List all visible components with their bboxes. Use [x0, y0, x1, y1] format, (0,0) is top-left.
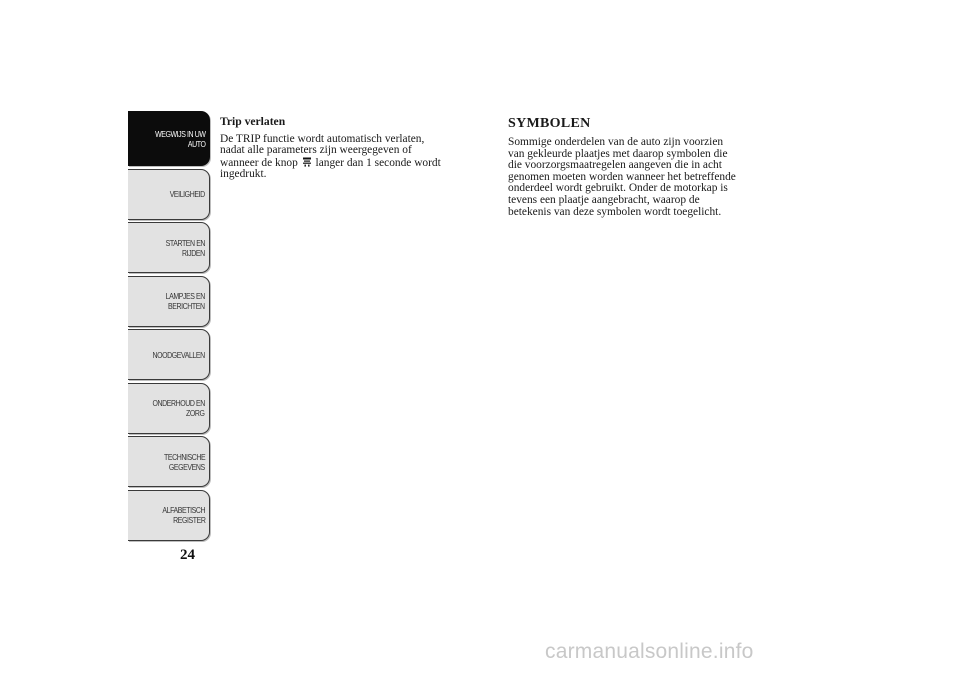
- tab-noodgevallen[interactable]: [128, 329, 210, 380]
- body-paragraph: [220, 134, 470, 181]
- body-paragraph: Sommige onderdelen van de auto zijn voorzien van gekleurde plaatjes met daarop symbolen die die voorzorgsmaatregelen aangeven die in acht genomen moeten worden wanneer het betreffende onderdeel wordt gebruikt. Onder de motorkap is tevens een plaatje aangebracht, waarop de betekenis van deze symbolen wordt toegelicht.: [508, 136, 736, 218]
- tab-label-line1: LAMPJES EN: [165, 291, 205, 301]
- watermark: carmanualsonline.info: [545, 640, 754, 663]
- tab-technische-gegevens[interactable]: [128, 436, 210, 487]
- section-title: SYMBOLEN: [508, 116, 591, 131]
- tab-label-line2: BERICHTEN: [168, 301, 205, 311]
- tab-label-line1: NOODGEVALLEN: [152, 349, 205, 360]
- tab-label-line1: ONDERHOUD EN: [152, 398, 205, 408]
- tab-label-line1: WEGWIJS IN UW: [154, 128, 205, 139]
- tab-label-line2: AUTO: [187, 138, 205, 149]
- left-column: [220, 116, 470, 181]
- paragraph-text-continued: langer dan 1 seconde wordt: [315, 156, 441, 169]
- tab-label-line1: STARTEN EN: [165, 237, 205, 248]
- paragraph-text-end: ingedrukt.: [220, 168, 267, 181]
- tab-lampjes-en-berichten[interactable]: [128, 276, 210, 327]
- tab-alfabetisch-register[interactable]: [128, 490, 210, 541]
- trip-button-icon: [302, 157, 312, 167]
- tab-label-line1: VEILIGHEID: [169, 189, 205, 199]
- tab-wegwijs-in-uw-auto[interactable]: [128, 111, 210, 166]
- page-number: 24: [180, 547, 195, 563]
- tab-starten-en-rijden[interactable]: [128, 222, 210, 273]
- chapter-tabs: [128, 115, 210, 543]
- tab-label-line2: REGISTER: [172, 515, 205, 525]
- tab-label-line2: RIJDEN: [182, 247, 205, 258]
- right-column: [508, 116, 788, 218]
- paragraph-text: De TRIP functie wordt automatisch verlaten, nadat alle parameters zijn weergegeven of wanneer de knop: [220, 132, 425, 169]
- tab-veiligheid[interactable]: [128, 169, 210, 220]
- tab-onderhoud-en-zorg[interactable]: [128, 383, 210, 434]
- tab-label-line1: ALFABETISCH: [162, 505, 205, 515]
- tab-label-line2: ZORG: [186, 408, 205, 418]
- tab-label-line1: TECHNISCHE: [163, 451, 205, 462]
- tab-label-line2: GEGEVENS: [169, 461, 205, 472]
- section-subtitle: Trip verlaten: [220, 115, 286, 128]
